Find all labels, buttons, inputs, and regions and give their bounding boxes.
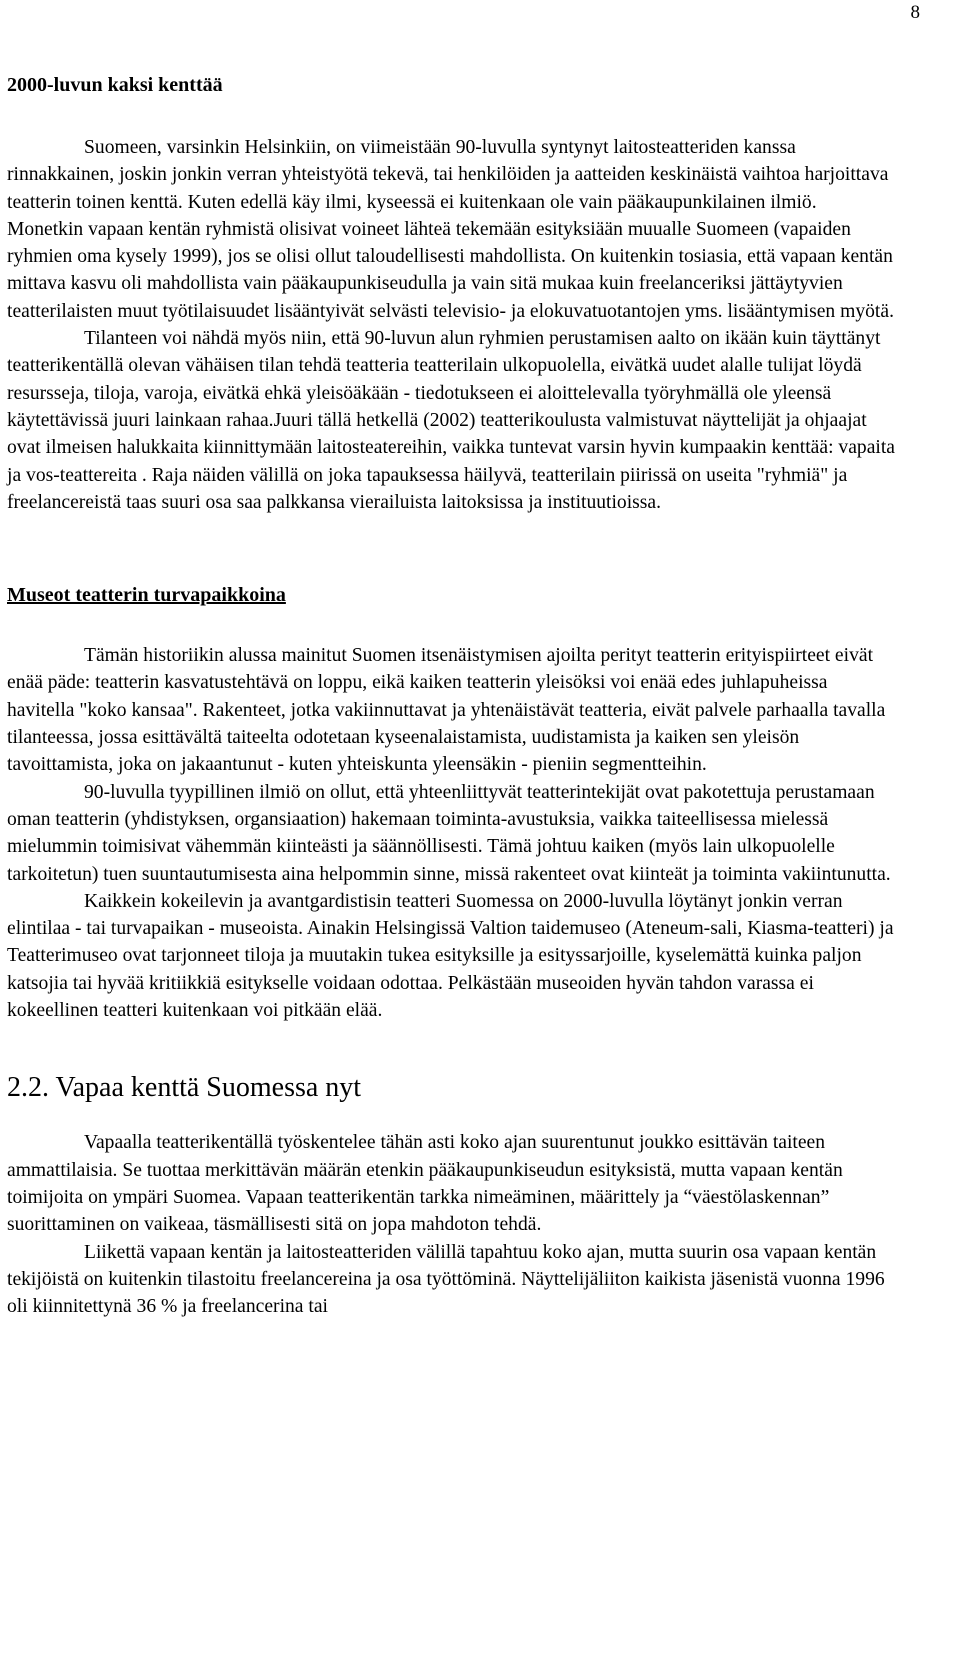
paragraph: Tämän historiikin alussa mainitut Suomen itsenäistymisen ajoilta perityt teatterin erityispiirteet eivät enää päde: teatterin kasvatustehtävä on loppu, eikä kaiken teatterin yleisöksi voi enää edes juhlapuheissa havitella "koko kansaa". Rakenteet, jotka vakiinnuttavat ja yhtenäistävät teatteria, eivät palvele parhaalla tavalla tilanteessa, jossa esittävältä taiteelta odotetaan kyseenalaistamista, uudistamista ja kaiken sen yleisön tavoittamista, joka on jakaantunut - kuten yhteiskunta yleensäkin - pieniin segmentteihin. bbox=[7, 645, 886, 776]
section-title-vapaa-kentta: 2.2. Vapaa kenttä Suomessa nyt bbox=[7, 1072, 362, 1104]
page-number: 8 bbox=[910, 2, 920, 23]
paragraph: Kaikkein kokeilevin ja avantgardistisin teatteri Suomessa on 2000-luvulla löytänyt jonkin verran elintilaa - tai turvapaikan - museoista. Ainakin Helsingissä Valtion taidemuseo (Ateneum-sali, Kiasma-teatteri) ja Teatterimuseo ovat tarjonneet tiloja ja muutakin tukea esityksille ja esityssarjoille, kyselemättä kuinka paljon katsojia tai hyvää kritiikkiä esitykselle voidaan odottaa. Pelkästään museoiden hyvän tahdon varassa ei kokeellinen teatteri kuitenkaan voi pitkään elää. bbox=[7, 890, 894, 1022]
paragraph: Tilanteen voi nähdä myös niin, että 90-luvun alun ryhmien perustamisen aalto on ikään kuin täyttänyt teatterikentällä olevan vähäisen tilan tehdä teatteria teatterilain ulkopuolella, eivätkä uudet alalle tulijat löydä resursseja, tiloja, varoja, eivätkä ehkä yleisöäkään - tiedotukseen ei aloittelevalla työryhmällä ole yleensä käytettävissä juuri lainkaan rahaa.Juuri tällä hetkellä (2002) teatterikoulusta valmistuvat näyttelijät ja ohjaajat ovat ilmeisen halukkaita kiinnittymään laitosteatereihin, vaikka tuntevat varsin hyvin kumpaakin kenttää: vapaita ja vos-teattereita . Raja näiden välillä on joka tapauksessa häilyvä, teatterilain piirissä on useita "ryhmiä" ja freelancereistä taas suuri osa saa palkkansa vierailuista laitoksissa ja instituutioissa. bbox=[7, 328, 895, 513]
paragraph: Liikettä vapaan kentän ja laitosteatteriden välillä tapahtuu koko ajan, mutta suurin osa vapaan kentän tekijöistä on kuitenkin tilastoitu freelancereina ja osa työttöminä. Näyttelijäliiton kaikista jäsenistä vuonna 1996 oli kiinnitettynä 36 % ja freelancerina tai bbox=[7, 1241, 885, 1318]
section-title-2000-luvun: 2000-luvun kaksi kenttää bbox=[7, 74, 223, 96]
document-body bbox=[7, 74, 897, 1320]
paragraph: 90-luvulla tyypillinen ilmiö on ollut, että yhteenliittyvät teatterintekijät ovat pakotettuja perustamaan oman teatterin (yhdistyksen, organsiaation) hakemaan toiminta-avustuksia, vaikka taiteellisessa mielessä mielummin toimisivat vähemmän kiinteästi ja säännöllisesti. Tämä johtuu kaiken (myös lain ulkopuolelle tarkoitetun) tuen suuntautumisesta aina helpommin sinne, missä rakenteet ovat kiinteät ja toiminta vakiintunutta. bbox=[7, 781, 891, 885]
section-title-museot: Museot teatterin turvapaikkoina bbox=[7, 584, 286, 607]
paragraph: Suomeen, varsinkin Helsinkiin, on viimeistään 90-luvulla syntynyt laitosteatteriden kanssa rinnakkainen, joskin jonkin verran yhteistyötä tekevä, tai henkilöiden ja aatteiden keskinäistä vaihtoa harjoittava teatterin toinen kenttä. Kuten edellä käy ilmi, kyseessä ei kuitenkaan ole vain pääkaupunkilainen ilmiö. Monetkin vapaan kentän ryhmistä olisivat voineet lähteä tekemään esityksiään muualle Suomeen (vapaiden ryhmien oma kysely 1999), jos se olisi ollut taloudellisesti mahdollista. On kuitenkin tosiasia, että vapaan kentän mittava kasvu oli mahdollista vain pääkaupunkiseudulla ja vain sitä mukaa kuin freelanceriksi jättäytyvien teatterilaisten muut työtilaisuudet lisääntyivät selvästi televisio- ja elokuvatuotantojen yms. lisääntymisen myötä. bbox=[7, 137, 894, 322]
paragraph: Vapaalla teatterikentällä työskentelee tähän asti koko ajan suurentunut joukko esittävän taiteen ammattilaisia. Se tuottaa merkittävän määrän etenkin pääkaupunkiseudun esityksistä, mutta vapaan kentän toimijoita on ympäri Suomea. Vapaan teatterikentän tarkka nimeäminen, määrittely ja “väestölaskennan” suorittaminen on vaikeaa, täsmällisesti sitä on jopa mahdoton tehdä. bbox=[7, 1132, 843, 1236]
